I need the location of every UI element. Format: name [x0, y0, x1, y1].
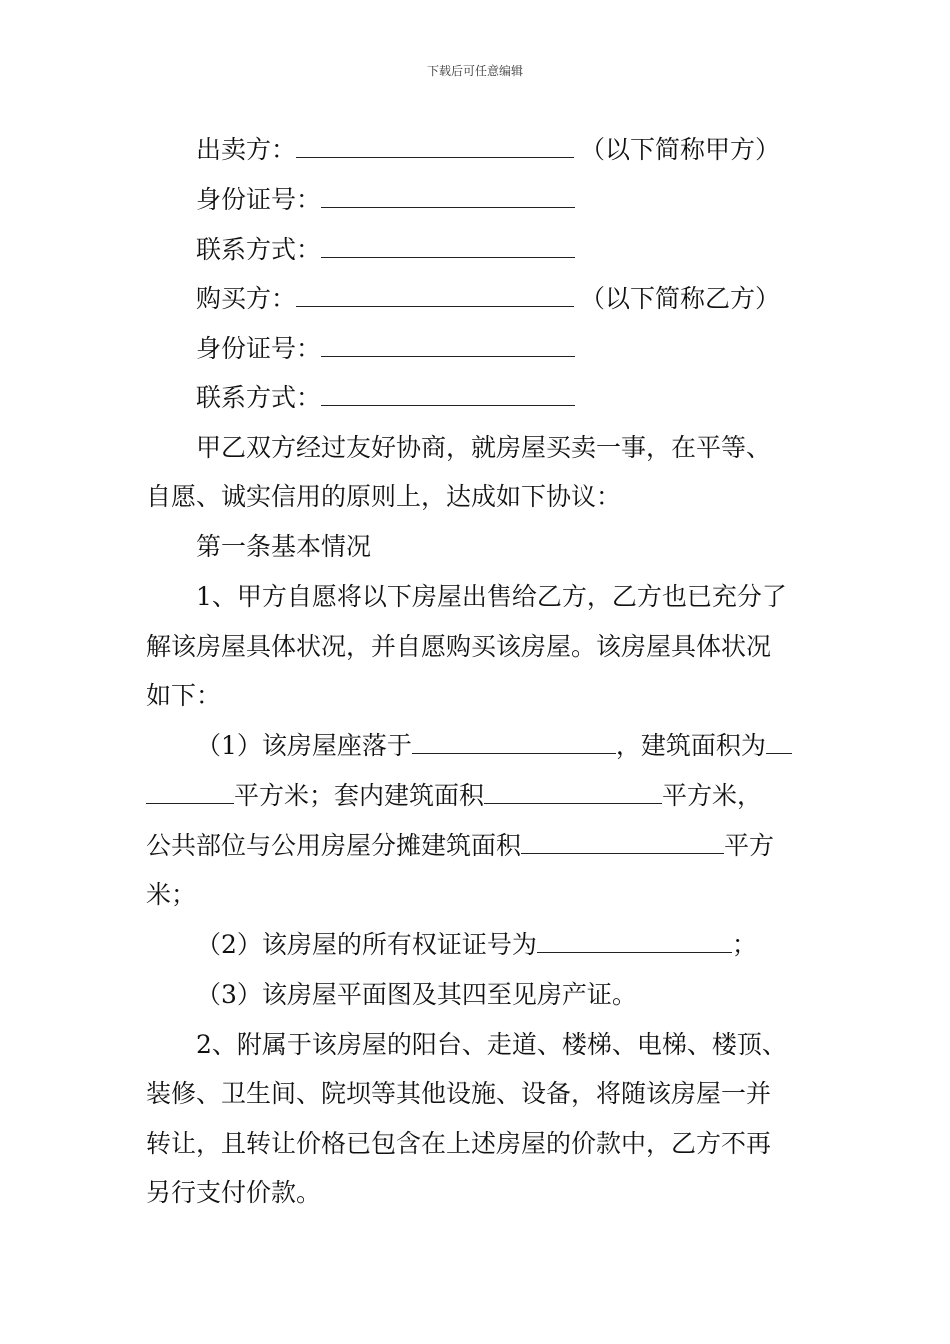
building-area-blank-end[interactable] [146, 781, 234, 804]
seller-id-line [196, 185, 575, 215]
seller-id-label: 身份证号： [196, 185, 322, 214]
building-area-blank-start[interactable] [766, 731, 792, 754]
seller-contact-blank[interactable] [321, 235, 575, 258]
item1-unit-1: 平方米， [662, 781, 763, 810]
article1-p1-line-1: 1、甲方自愿将以下房屋出售给乙方，乙方也已充分了 [196, 582, 787, 611]
item1-line-1 [196, 731, 792, 761]
seller-contact-label: 联系方式： [196, 235, 322, 264]
buyer-id-line [196, 334, 575, 364]
page-header-note: 下载后可任意编辑 [426, 64, 523, 78]
certificate-number-blank[interactable] [537, 930, 732, 953]
buyer-alias: （以下简称乙方） [580, 284, 781, 313]
seller-alias: （以下简称甲方） [580, 135, 781, 164]
item2-line [196, 930, 757, 960]
item1-line-2 [146, 781, 762, 811]
item1-unit-2: 平方 [724, 831, 775, 860]
intro-line-2: 自愿、诚实信用的原则上，达成如下协议： [146, 482, 622, 511]
buyer-id-blank[interactable] [321, 334, 575, 357]
item1-line-4: 米； [146, 880, 197, 909]
seller-id-blank[interactable] [321, 185, 575, 208]
article1-p2-line-2: 装修、卫生间、院坝等其他设施、设备，将随该房屋一并 [146, 1079, 772, 1108]
intro-line-1: 甲乙双方经过友好协商，就房屋买卖一事，在平等、 [196, 433, 772, 462]
item3-line: （3）该房屋平面图及其四至见房产证。 [196, 980, 637, 1009]
buyer-name-blank[interactable] [296, 284, 574, 307]
item1-line-3 [146, 831, 774, 861]
seller-label: 出卖方： [196, 135, 297, 164]
article1-p2-line-1: 2、附属于该房屋的阳台、走道、楼梯、电梯、楼顶、 [196, 1030, 787, 1059]
shared-area-blank[interactable] [521, 831, 724, 854]
buyer-contact-blank[interactable] [321, 383, 575, 406]
article1-p2-line-3: 转让，且转让价格已包含在上述房屋的价款中，乙方不再 [146, 1129, 772, 1158]
article-title: 第一条基本情况 [196, 532, 372, 561]
seller-name-blank[interactable] [296, 135, 574, 158]
buyer-label: 购买方： [196, 284, 297, 313]
item1-area-label: ，建筑面积为 [615, 731, 766, 760]
item1-inner-area-label: 平方米；套内建筑面积 [234, 781, 485, 810]
article1-p1-line-2: 解该房屋具体状况，并自愿购买该房屋。该房屋具体状况 [146, 632, 772, 661]
item2-end: ； [731, 930, 757, 959]
buyer-line [196, 284, 780, 314]
buyer-contact-label: 联系方式： [196, 383, 322, 412]
item1-shared-area-label: 公共部位与公用房屋分摊建筑面积 [146, 831, 522, 860]
item1-location-label: （1）该房屋座落于 [196, 731, 412, 760]
article1-p1-line-3: 如下： [146, 681, 222, 710]
article1-p2-line-4: 另行支付价款。 [146, 1178, 322, 1207]
inner-area-blank[interactable] [484, 781, 662, 804]
location-blank[interactable] [412, 731, 616, 754]
buyer-contact-line [196, 383, 575, 413]
seller-line [196, 135, 780, 165]
item2-label: （2）该房屋的所有权证证号为 [196, 930, 537, 959]
buyer-id-label: 身份证号： [196, 334, 322, 363]
seller-contact-line [196, 235, 575, 265]
